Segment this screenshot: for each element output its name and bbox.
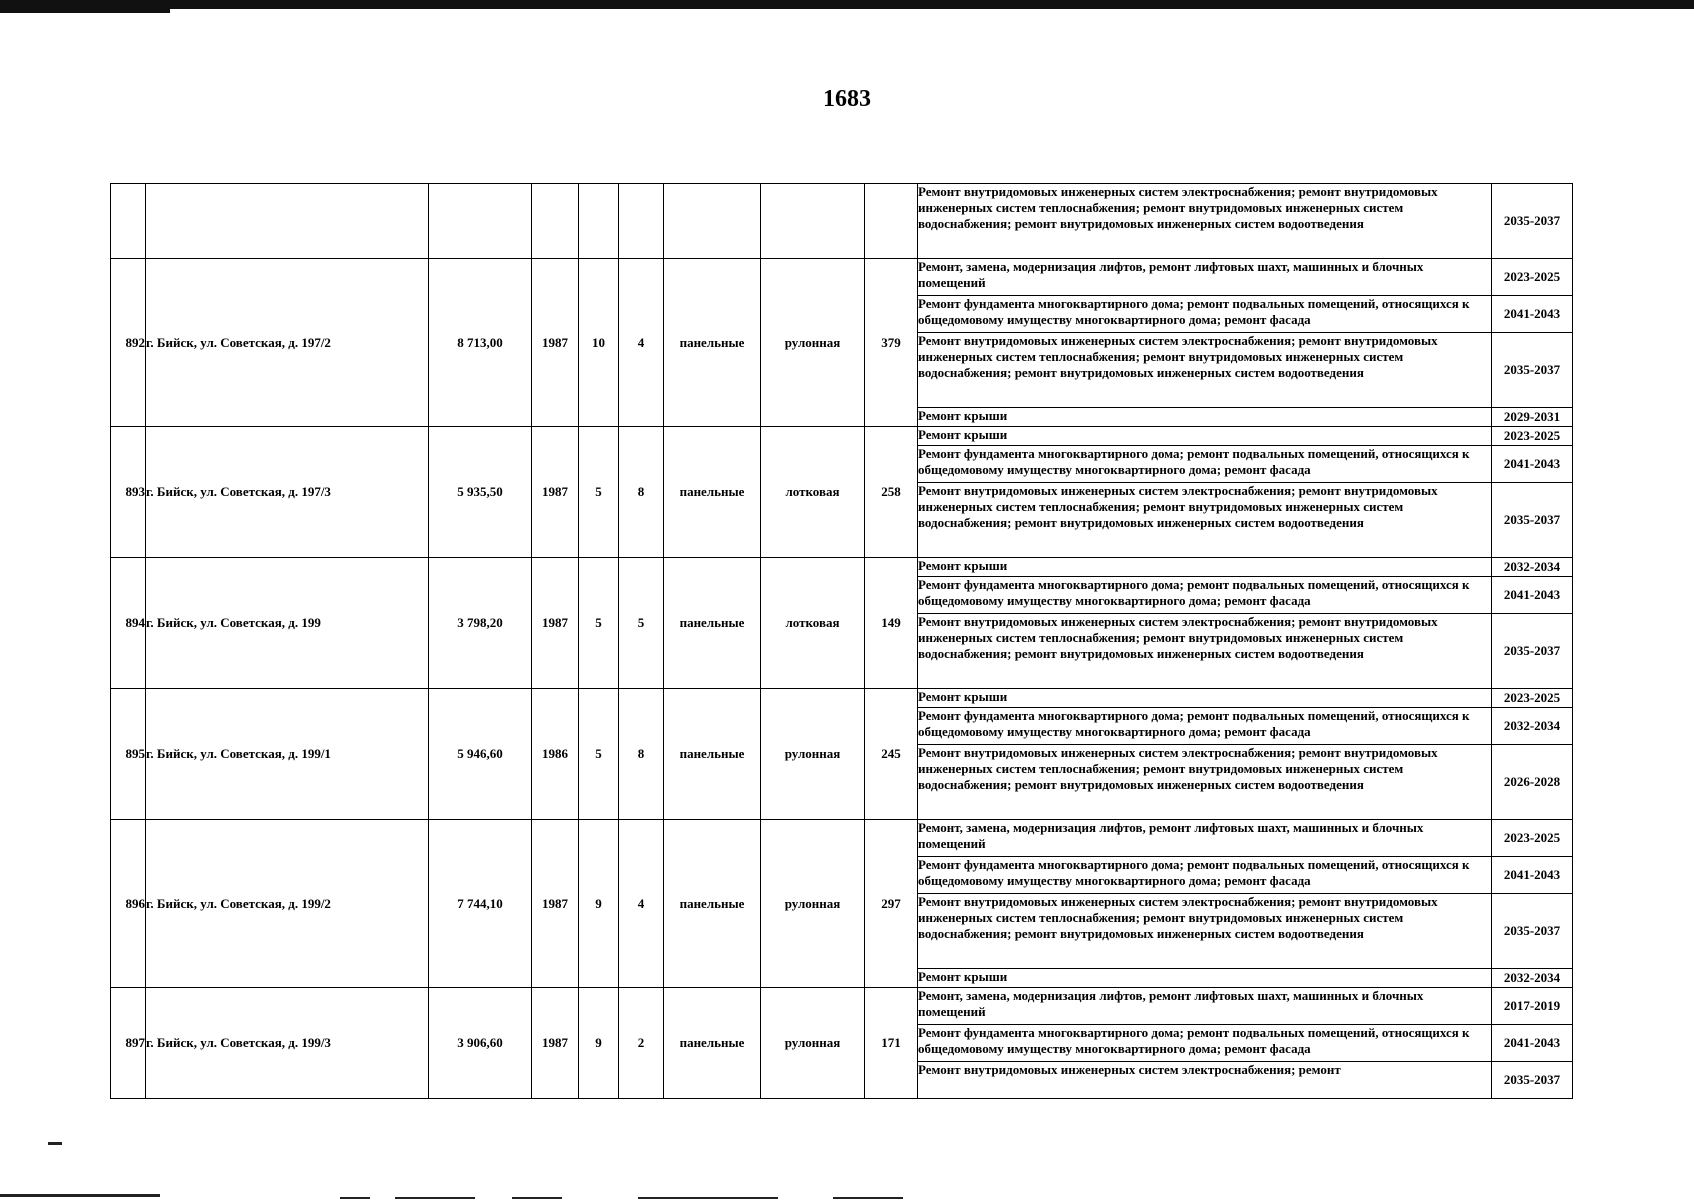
- wall-material: панельные: [664, 427, 761, 558]
- build-year: 1987: [532, 259, 579, 427]
- floor-count: 9: [579, 820, 619, 988]
- floor-count: 5: [579, 558, 619, 689]
- work-description: Ремонт внутридомовых инженерных систем электроснабжения; ремонт внутридомовых инженерных систем теплоснабжения; ремонт внутридомовых инженерных систем водоснабжения; ремонт внутридомовых инженерных систем водоотведения: [918, 333, 1492, 408]
- empty-cell: [532, 184, 579, 259]
- work-description: Ремонт внутридомовых инженерных систем электроснабжения; ремонт внутридомовых инженерных систем теплоснабжения; ремонт внутридомовых инженерных систем водоснабжения; ремонт внутридомовых инженерных систем водоотведения: [918, 614, 1492, 689]
- work-description: Ремонт, замена, модернизация лифтов, ремонт лифтовых шахт, машинных и блочных помещений: [918, 820, 1492, 857]
- work-description: Ремонт фундамента многоквартирного дома; ремонт подвальных помещений, относящихся к общедомовому имуществу многоквартирного дома; ремонт фасада: [918, 446, 1492, 483]
- work-period: 2041-2043: [1492, 1025, 1573, 1062]
- entrance-count: 4: [619, 820, 664, 988]
- work-period: 2023-2025: [1492, 427, 1573, 446]
- empty-cell: [664, 184, 761, 259]
- roof-type: рулонная: [761, 988, 865, 1099]
- building-area: 3 906,60: [429, 988, 532, 1099]
- work-period: 2035-2037: [1492, 894, 1573, 969]
- floor-count: 5: [579, 427, 619, 558]
- row-number: 896: [111, 820, 146, 988]
- work-description: Ремонт крыши: [918, 558, 1492, 577]
- work-period: 2035-2037: [1492, 483, 1573, 558]
- work-period: 2032-2034: [1492, 708, 1573, 745]
- empty-cell: [111, 184, 146, 259]
- empty-cell: [619, 184, 664, 259]
- scan-bottom-dash: [340, 1197, 370, 1199]
- resident-count: 171: [865, 988, 918, 1099]
- work-period: 2017-2019: [1492, 988, 1573, 1025]
- work-period: 2041-2043: [1492, 296, 1573, 333]
- scan-bottom-dash: [512, 1197, 562, 1199]
- empty-cell: [761, 184, 865, 259]
- entrance-count: 8: [619, 427, 664, 558]
- work-period: 2023-2025: [1492, 689, 1573, 708]
- work-description: Ремонт фундамента многоквартирного дома; ремонт подвальных помещений, относящихся к общедомовому имуществу многоквартирного дома; ремонт фасада: [918, 577, 1492, 614]
- scan-top-border-tail: [0, 9, 170, 13]
- building-address: г. Бийск, ул. Советская, д. 197/3: [146, 427, 429, 558]
- empty-cell: [429, 184, 532, 259]
- building-area: 3 798,20: [429, 558, 532, 689]
- wall-material: панельные: [664, 988, 761, 1099]
- row-number: 892: [111, 259, 146, 427]
- floor-count: 5: [579, 689, 619, 820]
- building-area: 5 946,60: [429, 689, 532, 820]
- scan-bottom-dash: [638, 1197, 778, 1199]
- scan-top-border: [0, 0, 1694, 9]
- scan-bottom-dash: [395, 1197, 475, 1199]
- scan-speck: [48, 1142, 62, 1145]
- resident-count: 297: [865, 820, 918, 988]
- building-address: г. Бийск, ул. Советская, д. 199/1: [146, 689, 429, 820]
- work-period: 2032-2034: [1492, 558, 1573, 577]
- work-description: Ремонт фундамента многоквартирного дома; ремонт подвальных помещений, относящихся к общедомовому имуществу многоквартирного дома; ремонт фасада: [918, 708, 1492, 745]
- wall-material: панельные: [664, 558, 761, 689]
- work-description: Ремонт внутридомовых инженерных систем электроснабжения; ремонт внутридомовых инженерных систем теплоснабжения; ремонт внутридомовых инженерных систем водоснабжения; ремонт внутридомовых инженерных систем водоотведения: [918, 184, 1492, 259]
- work-description: Ремонт внутридомовых инженерных систем электроснабжения; ремонт внутридомовых инженерных систем теплоснабжения; ремонт внутридомовых инженерных систем водоснабжения; ремонт внутридомовых инженерных систем водоотведения: [918, 894, 1492, 969]
- work-period: 2041-2043: [1492, 446, 1573, 483]
- row-number: 897: [111, 988, 146, 1099]
- work-period: 2041-2043: [1492, 577, 1573, 614]
- roof-type: рулонная: [761, 689, 865, 820]
- entrance-count: 2: [619, 988, 664, 1099]
- roof-type: рулонная: [761, 259, 865, 427]
- roof-type: лотковая: [761, 427, 865, 558]
- work-description: Ремонт фундамента многоквартирного дома; ремонт подвальных помещений, относящихся к общедомовому имуществу многоквартирного дома; ремонт фасада: [918, 296, 1492, 333]
- resident-count: 149: [865, 558, 918, 689]
- build-year: 1987: [532, 558, 579, 689]
- building-area: 8 713,00: [429, 259, 532, 427]
- table-row: [111, 689, 1573, 708]
- work-description: Ремонт внутридомовых инженерных систем электроснабжения; ремонт: [918, 1062, 1492, 1099]
- work-description: Ремонт крыши: [918, 427, 1492, 446]
- building-address: г. Бийск, ул. Советская, д. 199/3: [146, 988, 429, 1099]
- work-period: 2035-2037: [1492, 614, 1573, 689]
- work-description: Ремонт внутридомовых инженерных систем электроснабжения; ремонт внутридомовых инженерных систем теплоснабжения; ремонт внутридомовых инженерных систем водоснабжения; ремонт внутридомовых инженерных систем водоотведения: [918, 745, 1492, 820]
- work-period: 2023-2025: [1492, 820, 1573, 857]
- housing-repair-table: [110, 183, 1573, 1099]
- work-description: Ремонт крыши: [918, 689, 1492, 708]
- building-area: 7 744,10: [429, 820, 532, 988]
- empty-cell: [146, 184, 429, 259]
- entrance-count: 4: [619, 259, 664, 427]
- work-period: 2029-2031: [1492, 408, 1573, 427]
- table-row: [111, 988, 1573, 1025]
- row-number: 895: [111, 689, 146, 820]
- work-period: 2035-2037: [1492, 333, 1573, 408]
- building-area: 5 935,50: [429, 427, 532, 558]
- work-period: 2041-2043: [1492, 857, 1573, 894]
- scan-bottom-dash: [833, 1197, 903, 1199]
- resident-count: 258: [865, 427, 918, 558]
- work-period: 2026-2028: [1492, 745, 1573, 820]
- build-year: 1987: [532, 820, 579, 988]
- floor-count: 9: [579, 988, 619, 1099]
- entrance-count: 5: [619, 558, 664, 689]
- work-description: Ремонт фундамента многоквартирного дома; ремонт подвальных помещений, относящихся к общедомовому имуществу многоквартирного дома; ремонт фасада: [918, 857, 1492, 894]
- table-row: [111, 259, 1573, 296]
- empty-cell: [579, 184, 619, 259]
- work-period: 2032-2034: [1492, 969, 1573, 988]
- work-period: 2035-2037: [1492, 1062, 1573, 1099]
- work-period: 2023-2025: [1492, 259, 1573, 296]
- row-number: 894: [111, 558, 146, 689]
- table-row: [111, 427, 1573, 446]
- build-year: 1986: [532, 689, 579, 820]
- roof-type: рулонная: [761, 820, 865, 988]
- building-address: г. Бийск, ул. Советская, д. 197/2: [146, 259, 429, 427]
- work-description: Ремонт фундамента многоквартирного дома; ремонт подвальных помещений, относящихся к общедомовому имуществу многоквартирного дома; ремонт фасада: [918, 1025, 1492, 1062]
- work-description: Ремонт, замена, модернизация лифтов, ремонт лифтовых шахт, машинных и блочных помещений: [918, 259, 1492, 296]
- work-description: Ремонт, замена, модернизация лифтов, ремонт лифтовых шахт, машинных и блочных помещений: [918, 988, 1492, 1025]
- work-description: Ремонт внутридомовых инженерных систем электроснабжения; ремонт внутридомовых инженерных систем теплоснабжения; ремонт внутридомовых инженерных систем водоснабжения; ремонт внутридомовых инженерных систем водоотведения: [918, 483, 1492, 558]
- resident-count: 245: [865, 689, 918, 820]
- work-description: Ремонт крыши: [918, 408, 1492, 427]
- build-year: 1987: [532, 988, 579, 1099]
- entrance-count: 8: [619, 689, 664, 820]
- wall-material: панельные: [664, 689, 761, 820]
- floor-count: 10: [579, 259, 619, 427]
- scan-bottom-border: [0, 1194, 160, 1197]
- building-address: г. Бийск, ул. Советская, д. 199: [146, 558, 429, 689]
- work-period: 2035-2037: [1492, 184, 1573, 259]
- table-row: [111, 558, 1573, 577]
- roof-type: лотковая: [761, 558, 865, 689]
- build-year: 1987: [532, 427, 579, 558]
- row-number: 893: [111, 427, 146, 558]
- wall-material: панельные: [664, 820, 761, 988]
- page-number: 1683: [823, 86, 871, 112]
- work-description: Ремонт крыши: [918, 969, 1492, 988]
- table-row: [111, 184, 1573, 259]
- resident-count: 379: [865, 259, 918, 427]
- table-row: [111, 820, 1573, 857]
- wall-material: панельные: [664, 259, 761, 427]
- building-address: г. Бийск, ул. Советская, д. 199/2: [146, 820, 429, 988]
- empty-cell: [865, 184, 918, 259]
